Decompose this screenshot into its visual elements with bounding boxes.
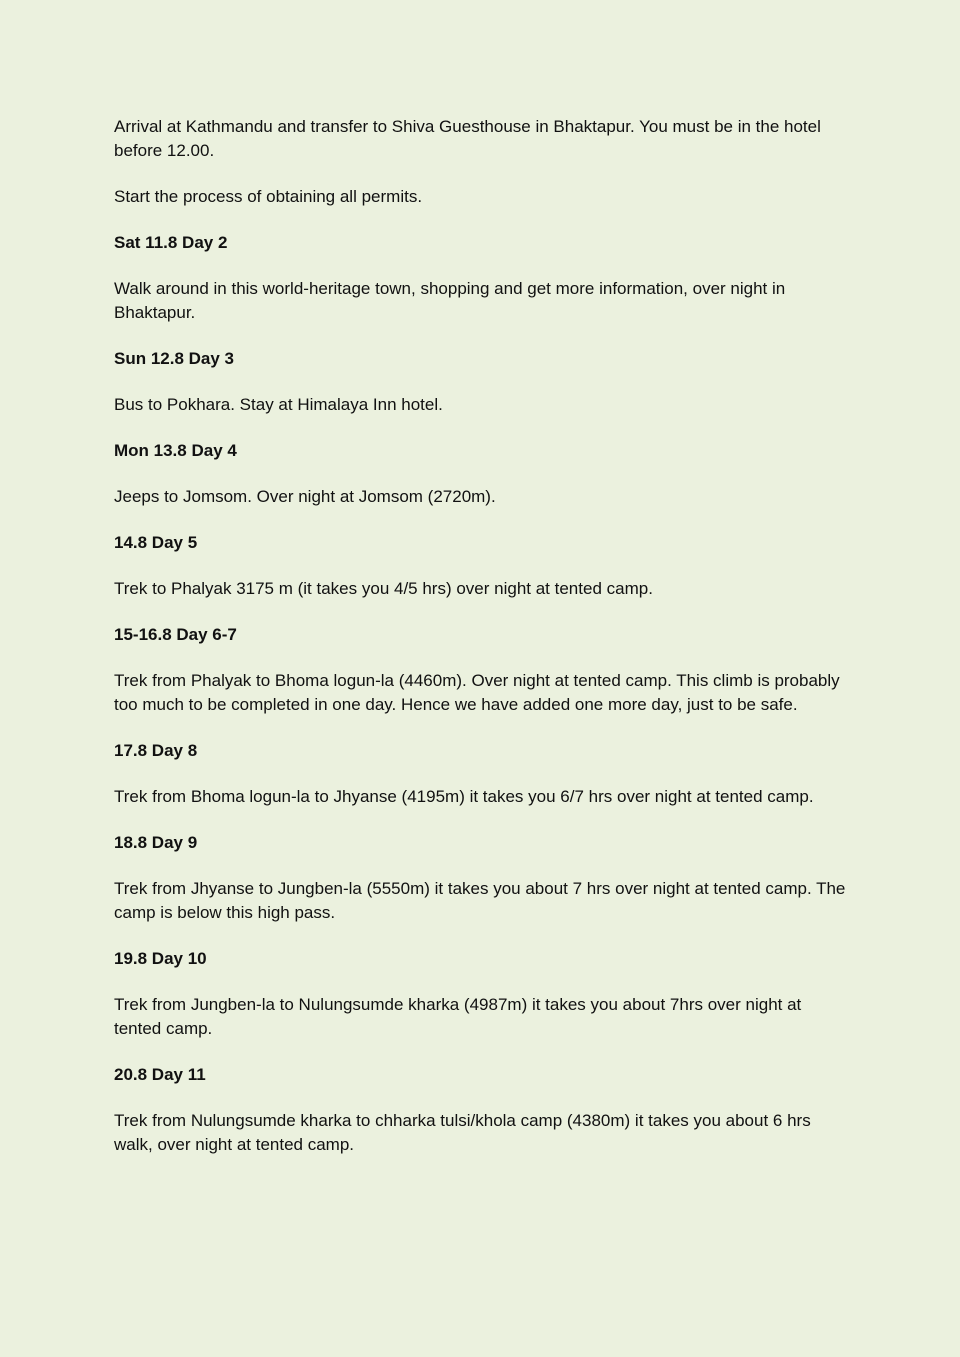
day-entry — [114, 231, 852, 325]
day-heading: Mon 13.8 Day 4 — [114, 441, 237, 460]
day-entry — [114, 347, 852, 417]
day-heading: 18.8 Day 9 — [114, 833, 198, 852]
day-heading: 15-16.8 Day 6-7 — [114, 625, 237, 644]
day-description: Bus to Pokhara. Stay at Himalaya Inn hotel. — [114, 395, 443, 414]
day-heading: Sun 12.8 Day 3 — [114, 349, 235, 368]
intro-paragraph: Start the process of obtaining all permits. — [114, 187, 423, 206]
day-description: Trek from Jhyanse to Jungben-la (5550m) it takes you about 7 hrs over night at tented camp. The camp is below this high pass. — [114, 879, 846, 922]
day-heading: 19.8 Day 10 — [114, 949, 207, 968]
itinerary-content — [114, 115, 852, 1179]
day-description: Trek from Phalyak to Bhoma logun-la (4460m). Over night at tented camp. This climb is probably too much to be completed in one day. Hence we have added one more day, just to be safe. — [114, 671, 840, 714]
day-description: Walk around in this world-heritage town, shopping and get more information, over night in Bhaktapur. — [114, 279, 786, 322]
day-heading: 14.8 Day 5 — [114, 533, 198, 552]
day-entry — [114, 623, 852, 717]
day-heading: 20.8 Day 11 — [114, 1065, 206, 1084]
day-description: Trek from Bhoma logun-la to Jhyanse (4195m) it takes you 6/7 hrs over night at tented camp. — [114, 787, 814, 806]
day-description: Trek from Nulungsumde kharka to chharka tulsi/khola camp (4380m) it takes you about 6 hrs walk, over night at tented camp. — [114, 1111, 811, 1154]
day-entry — [114, 947, 852, 1041]
day-description: Trek to Phalyak 3175 m (it takes you 4/5 hrs) over night at tented camp. — [114, 579, 653, 598]
intro-paragraph: Arrival at Kathmandu and transfer to Shiva Guesthouse in Bhaktapur. You must be in the hotel before 12.00. — [114, 117, 821, 160]
day-entry — [114, 831, 852, 925]
day-heading: 17.8 Day 8 — [114, 741, 198, 760]
day-heading: Sat 11.8 Day 2 — [114, 233, 228, 252]
day-entry — [114, 739, 852, 809]
day-description: Trek from Jungben-la to Nulungsumde kharka (4987m) it takes you about 7hrs over night at tented camp. — [114, 995, 802, 1038]
day-entry — [114, 439, 852, 509]
day-entry — [114, 531, 852, 601]
day-entry — [114, 1063, 852, 1157]
day-description: Jeeps to Jomsom. Over night at Jomsom (2720m). — [114, 487, 496, 506]
